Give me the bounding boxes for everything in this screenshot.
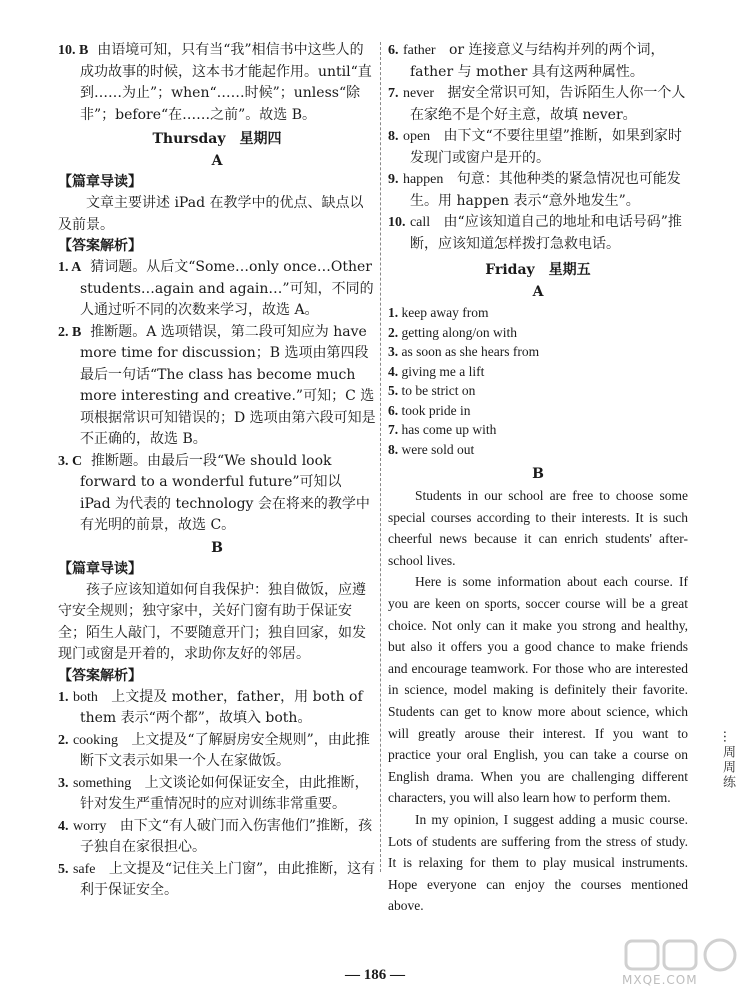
side-margin-text: …周周练 [720,730,735,790]
essay-paragraph: Students in our school are free to choose some special courses according to their interests. It is such cheerful news because it can enrich students' after-school lives. [388,488,688,568]
guide-tag-b: 【篇章导读】 [58,560,142,577]
watermark-text: MXQE.COM [622,973,698,987]
section-a-heading-right: A [532,284,544,300]
phrase-item: 2. getting along/on with [388,324,517,340]
answer-q10: 10. B 由语境可知，只有当“我”相信书中这些人的成功故事的时候，这本书才能起作用。until“直到……为止”；when“……时候”；unless“除非”；before“在……之前”。故选 B。 [58,42,372,123]
guide-text: 文章主要讲述 iPad 在教学中的优点、缺点以及前景。 [58,195,364,233]
fill-item: 10. call 由“应该知道自己的地址和电话号码”推断，应该知道怎样拨打急救电话。 [388,214,682,252]
essay-paragraph: Here is some information about each course. If you are keen on sports, soccer course will be a great choice. Not only can it make you strong and healthy, but also it offers you a good chance to make friends and encourage teamwork. For those who are interested in science, model making is definitely their favorite. Students can get to know more about science, which will greatly arouse their interest. If you want to practice your oral English, you can take a course on English drama. When you are challenging different characters, you will also learn how to perform them. [388,574,688,806]
fill-item: 3. something 上文谈论如何保证安全，由此推断，针对发生严重情况时的应对训练非常重要。 [58,774,369,812]
guide-tag: 【篇章导读】 [58,174,142,190]
fill-item: 8. open 由下文“不要往里望”推断，如果到家时发现门或窗户是开的。 [388,128,682,166]
fill-item: 2. cooking 上文提及“了解厨房安全规则”，由此推断下文表示如果一个人在家做饭。 [58,731,370,769]
phrase-item: 8. were sold out [388,441,475,457]
phrase-item: 4. giving me a lift [388,363,485,379]
fill-item: 9. happen 句意：其他种类的紧急情况也可能发生。用 happen 表示“意外地发生”。 [388,171,681,209]
left-column [58,40,376,902]
guide-text-b: 孩子应该知道如何自我保护：独自做饭，应遵守安全规则；独守家中，关好门窗有助于保证安全；陌生人敲门，不要随意开门；独自回家，如发现门或窗是开着的，求助你友好的邻居。 [58,581,366,662]
phrase-item: 5. to be strict on [388,383,476,398]
phrase-item: 1. keep away from [388,305,489,320]
fill-item: 1. both 上文提及 mother，father，用 both of them 表示“两个都”，故填入 both。 [58,688,363,726]
watermark-icon [618,935,743,975]
fill-item: 5. safe 上文提及“记住关上门窗”，由此推断，这有利于保证安全。 [58,860,376,898]
section-a-heading: A [211,153,223,169]
page-number: — 186 — [345,967,405,983]
phrase-item: 7. has come up with [388,422,497,437]
friday-heading: Friday 星期五 [485,262,591,278]
section-b-heading-right: B [532,466,544,482]
phrase-item: 6. took pride in [388,402,471,418]
thursday-heading: Thursday 星期四 [152,131,282,147]
fill-item: 7. never 据安全常识可知，告诉陌生人你一个人在家绝不是个好主意，故填 never。 [388,85,686,123]
essay-paragraph: In my opinion, I suggest adding a music course. Lots of students are suffering from the stress of study. It is relaxing for them to play musical instruments. Hope everyone can enjoy the courses mentioned above. [388,811,688,914]
section-b-heading: B [211,539,223,556]
answer-item: 2. B 推断题。A 选项错误，第二段可知应为 have more time for discussion；B 选项由第四段最后一句话“The class has become much more interesting and creative.”可知；C 选项根据常识可知错误的；D 选项由第六段可知是不正确的，故选 B。 [58,323,376,447]
answer-item: 3. C 推断题。由最后一段“We should look forward to a wonderful future”可知以 iPad 为代表的 technology 会在将来的教学中有光明的前景，故选 C。 [58,452,370,533]
column-divider [380,42,381,872]
answer-tag: 【答案解析】 [58,238,142,254]
watermark-logo [618,935,743,990]
right-column [388,40,688,917]
answer-tag-b: 【答案解析】 [58,667,142,684]
phrase-item: 3. as soon as she hears from [388,344,540,359]
fill-item: 4. worry 由下文“有人破门而入伤害他们”推断，孩子独自在家很担心。 [58,817,373,855]
answer-item: 1. A 猜词题。从后文“Some…only once…Other students…again and again…”可知，不同的人通过听不同的次数来学习，故选 A。 [58,259,374,318]
fill-item: 6. father or 连接意义与结构并列的两个词，father 与 mother 具有这两种属性。 [388,42,665,80]
